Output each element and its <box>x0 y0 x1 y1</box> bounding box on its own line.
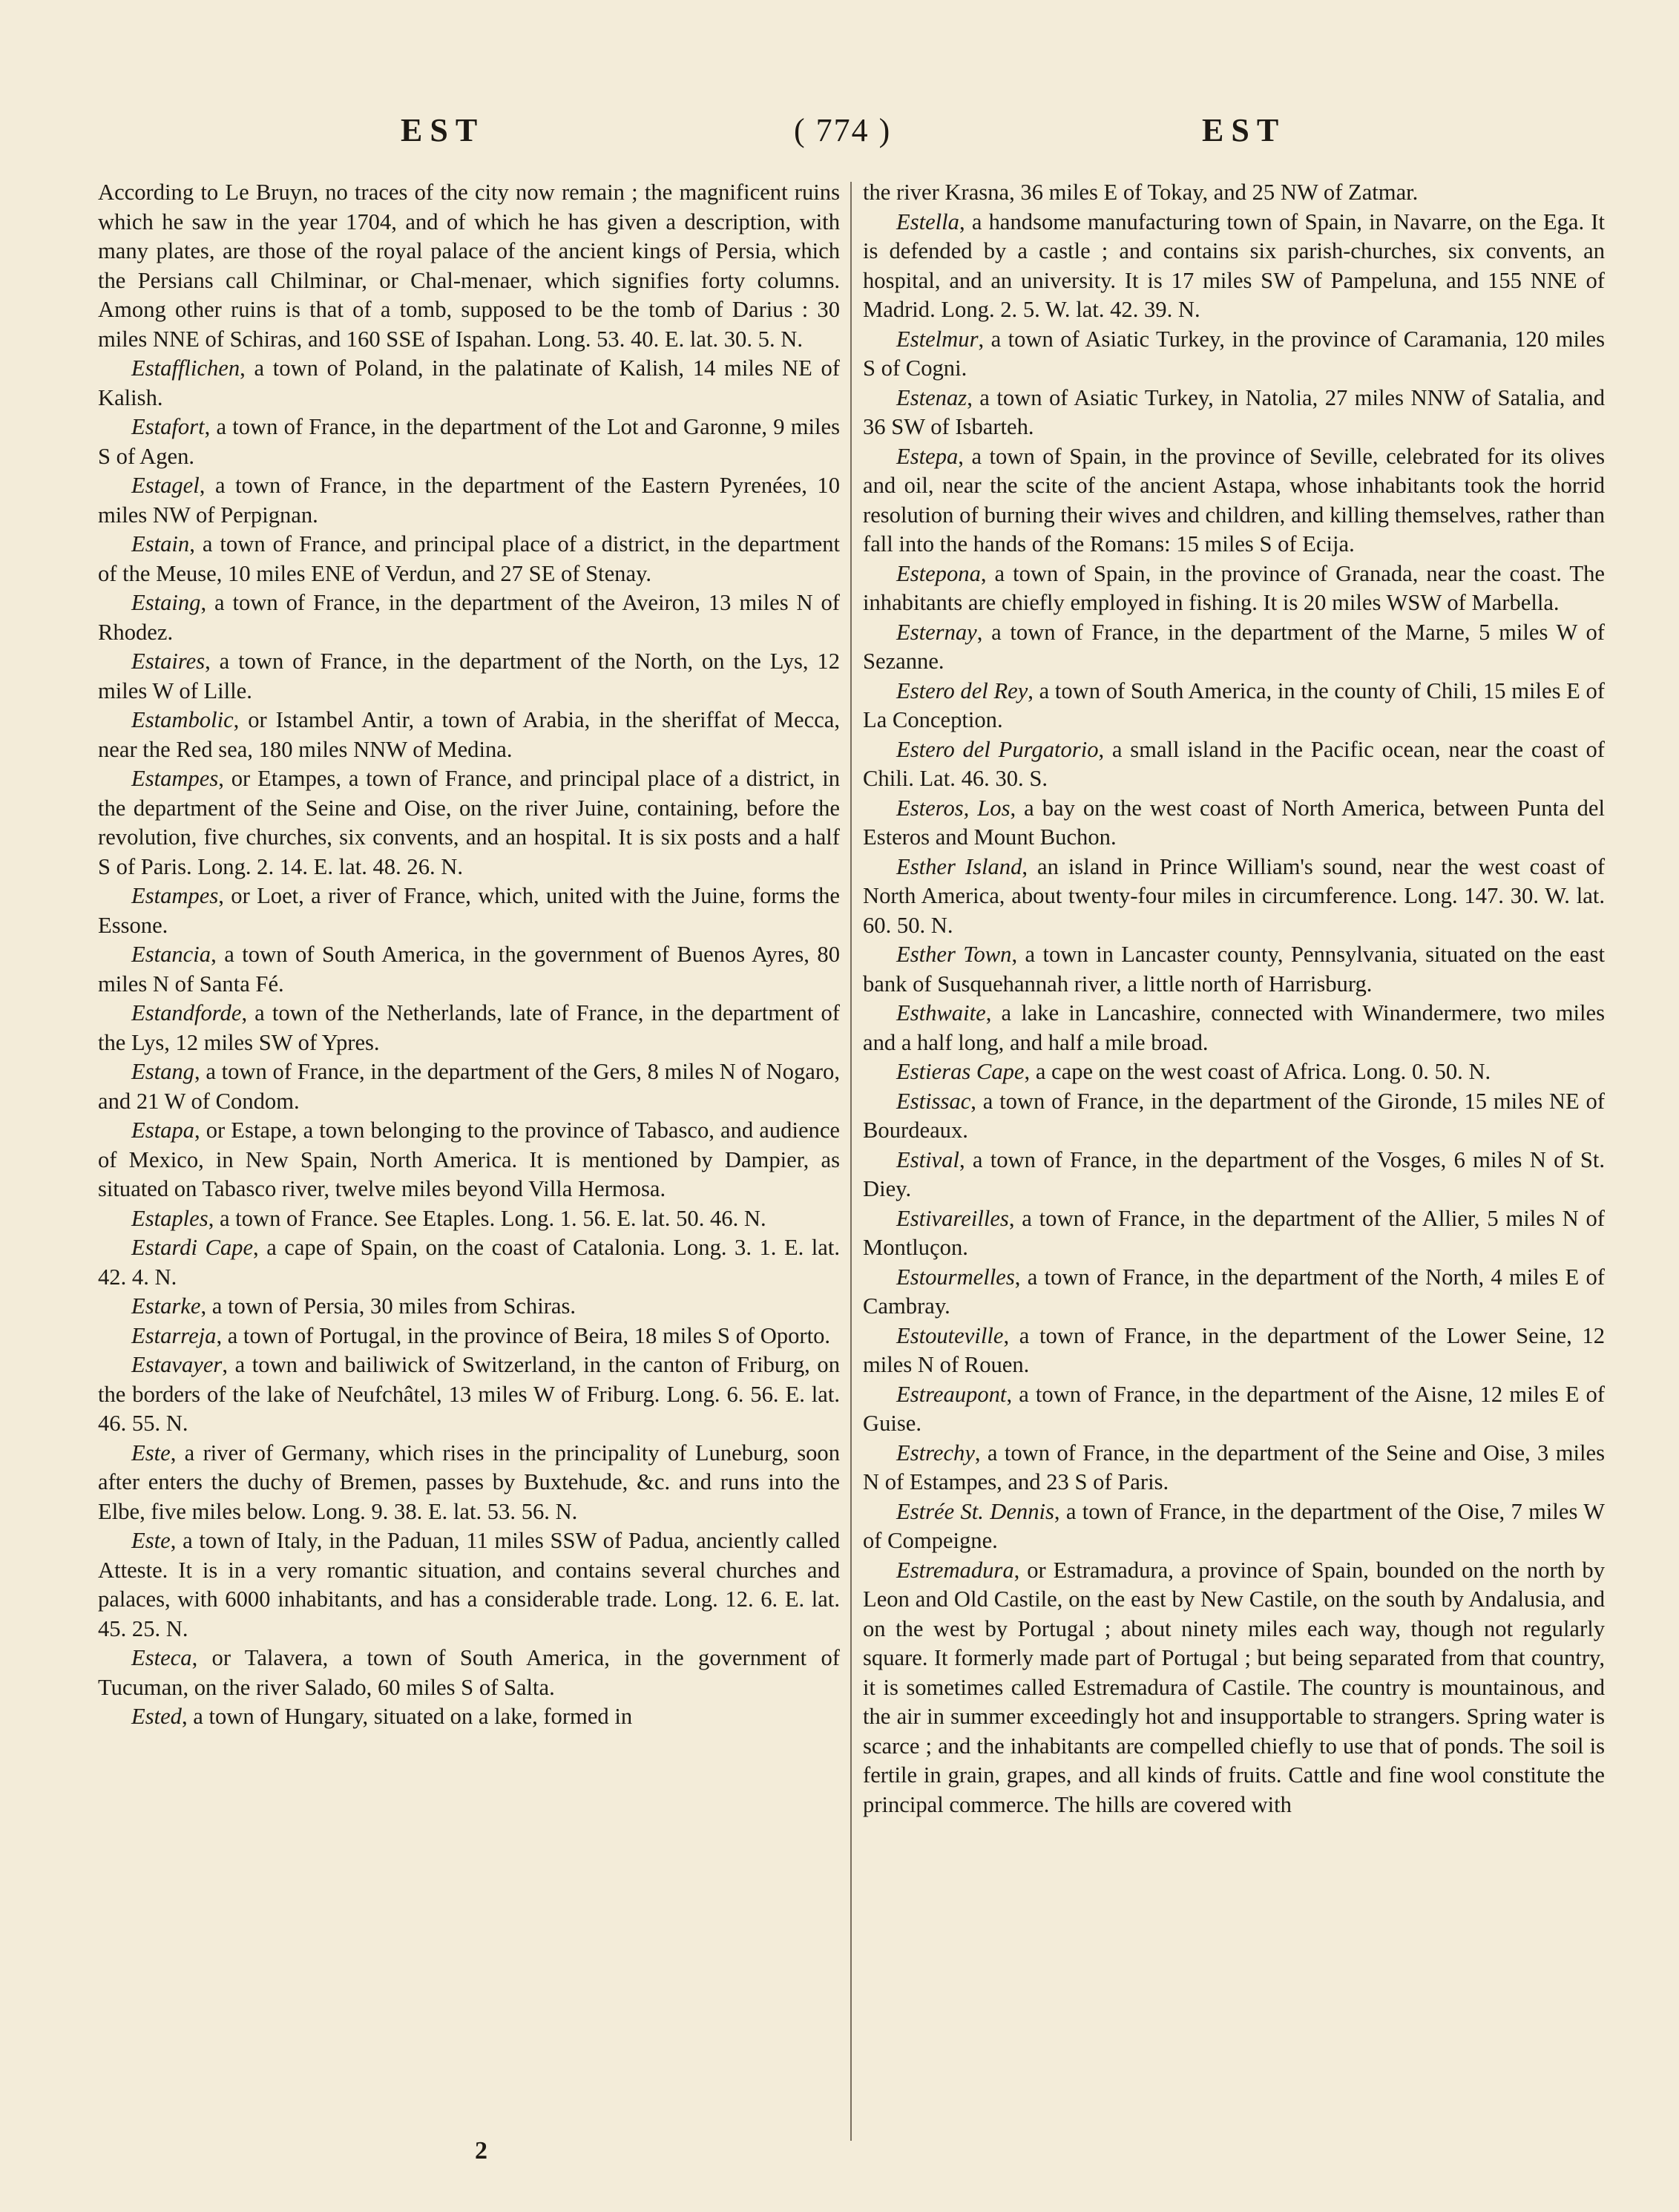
entry-text: , a town of France, in the department of the North, 4 miles E of Cambray. <box>863 1264 1605 1319</box>
entry-text: , a bay on the west coast of North America, between Punta del Esteros and Mount Buchon. <box>863 795 1605 850</box>
entry-text: , an island in Prince William's sound, near the west coast of North America, about twenty-four miles in circumference. Long. 147. 30. W. lat. 60. 50. N. <box>863 853 1606 938</box>
gazetteer-entry <box>863 940 1605 999</box>
entry-text: , a town of Asiatic Turkey, in Natolia, 27 miles NNW of Satalia, and 36 SW of Isbarteh. <box>863 384 1605 439</box>
gazetteer-entry <box>98 1233 840 1292</box>
gazetteer-entry <box>863 1146 1605 1204</box>
entry-headword: Esther Town <box>896 942 1012 967</box>
entry-headword: Estenaz <box>896 384 967 410</box>
gazetteer-entry <box>863 794 1605 853</box>
entry-text: , a town of France, in the department of the Allier, 5 miles N of Montluçon. <box>863 1205 1605 1260</box>
entry-headword: Estourmelles <box>896 1264 1015 1290</box>
entry-headword: Esther Island <box>896 853 1022 879</box>
entry-text: , a town of France, in the department of the Gironde, 15 miles NE of Bourdeaux. <box>863 1088 1605 1143</box>
entry-text: , a town of Spain, in the province of Granada, near the coast. The inhabitants are chiefly employed in fishing. It is 20 miles WSW of Marbella. <box>863 560 1605 615</box>
entry-headword: Este <box>131 1528 171 1553</box>
entry-headword: Estarreja <box>131 1322 217 1348</box>
entry-text: , a town of South America, in the government of Buenos Ayres, 80 miles N of Santa Fé. <box>98 942 840 997</box>
entry-text: , a town of South America, in the county of Chili, 15 miles E of La Conception. <box>863 677 1605 732</box>
entry-text: , a lake in Lancashire, connected with Winandermere, two miles and a half long, and half a mile broad. <box>863 1000 1605 1055</box>
entry-headword: Estampes <box>131 883 219 908</box>
entry-headword: Estero del Purgatorio <box>896 736 1099 762</box>
gazetteer-entry <box>98 706 840 764</box>
entry-headword: Estrée St. Dennis <box>896 1498 1054 1524</box>
gazetteer-entry <box>863 1057 1605 1087</box>
gazetteer-entry <box>863 1556 1605 1820</box>
entry-headword: Estero del Rey <box>896 677 1028 703</box>
gazetteer-entry <box>98 1439 840 1527</box>
entry-headword: Estaing <box>131 590 201 615</box>
entry-headword: Esteros, Los <box>896 795 1011 821</box>
right-column <box>863 178 1605 1819</box>
gazetteer-entry <box>863 1322 1605 1380</box>
gazetteer-entry <box>863 1263 1605 1322</box>
gazetteer-entry <box>98 882 840 940</box>
entry-text: , a town of Persia, 30 miles from Schiras. <box>200 1293 576 1319</box>
entry-headword: Estancia <box>131 942 211 967</box>
gazetteer-entry <box>863 1439 1605 1497</box>
gazetteer-entry <box>98 1644 840 1702</box>
entry-headword: Estaples <box>131 1205 208 1231</box>
entry-headword: Estarke <box>131 1293 201 1319</box>
gazetteer-entry <box>863 178 1605 208</box>
entry-headword: Estardi Cape <box>131 1235 254 1260</box>
entry-text: , a town of the Netherlands, late of France, in the department of the Lys, 12 miles SW of Ypres. <box>98 1000 840 1055</box>
entry-headword: Estampes <box>131 766 219 791</box>
gazetteer-entry <box>863 1380 1605 1439</box>
entry-text: , or Loet, a river of France, which, united with the Juine, forms the Essone. <box>98 883 840 938</box>
entry-text: , a river of Germany, which rises in the principality of Luneburg, soon after enters the duchy of Bremen, passes by Buxtehude, &c. and runs into the Elbe, five miles below. Long. 9. 38. E. lat. 53. 56. N. <box>98 1440 840 1524</box>
gazetteer-entry <box>863 735 1605 794</box>
gazetteer-entry <box>98 1350 840 1439</box>
entry-text: , or Istambel Antir, a town of Arabia, in the sheriffat of Mecca, near the Red sea, 180 miles NNW of Medina. <box>98 707 840 762</box>
entry-headword: Esternay <box>896 619 977 645</box>
entry-text: , or Estramadura, a province of Spain, bounded on the north by Leon and Old Castile, on the east by New Castile, on the south by Andalusia, and on the west by Portugal ; about ninety miles each way, though not regularly square. It formerly made part of Portugal ; but being separated from that country, it is sometimes called Estremadura of Castile. The country is mountainous, and the air in summer exceedingly hot and insupportable to strangers. Spring water is scarce ; and the inhabitants are compelled chiefly to use that of ponds. The soil is fertile in grain, grapes, and all kinds of fruits. Cattle and fine wool constitute the principal commerce. The hills are covered with <box>863 1557 1605 1817</box>
left-column <box>98 178 840 1732</box>
entry-text: , a town of France, in the department of the Vosges, 6 miles N of St. Diey. <box>863 1146 1605 1201</box>
entry-headword: Estambolic <box>131 707 234 732</box>
entry-text: , a cape on the west coast of Africa. Long. 0. 50. N. <box>1024 1059 1491 1084</box>
entry-text: According to Le Bruyn, no traces of the city now remain ; the magnificent ruins which he saw in the year 1704, and of which he has given a description, with many plates, are those of the royal palace of the ancient kings of Persia, which the Persians call Chilminar, or Chal-menaer, which signifies forty columns. Among other ruins is that of a tomb, supposed to be the tomb of Darius : 30 miles NNE of Schiras, and 160 SSE of Ispahan. Long. 53. 40. E. lat. 30. 5. N. <box>98 180 840 352</box>
entry-headword: Estival <box>896 1146 959 1172</box>
gazetteer-entry <box>863 1204 1605 1263</box>
gazetteer-entry <box>863 1497 1605 1556</box>
gazetteer-entry <box>863 1087 1605 1146</box>
entry-text: , a town of France, and principal place of a district, in the department of the Meuse, 10 miles ENE of Verdun, and 27 SE of Stenay. <box>98 531 840 586</box>
gazetteer-entry <box>98 1204 840 1234</box>
entry-text: , a town of Portugal, in the province of Beira, 18 miles S of Oporto. <box>216 1322 831 1348</box>
entry-text: , a town of Asiatic Turkey, in the province of Caramania, 120 miles S of Cogni. <box>863 326 1605 381</box>
entry-text: , a town and bailiwick of Switzerland, in the canton of Friburg, on the borders of the lake of Neufchâtel, 13 miles W of Friburg. Long. 6. 56. E. lat. 46. 55. N. <box>98 1352 840 1436</box>
entry-text: , or Talavera, a town of South America, in the government of Tucuman, on the river Salado, 60 miles S of Salta. <box>98 1645 840 1700</box>
entry-text: , a town of France, in the department of the Marne, 5 miles W of Sezanne. <box>863 619 1605 674</box>
entry-text: , a town of France, in the department of the Aveiron, 13 miles N of Rhodez. <box>98 590 840 645</box>
entry-headword: Estepona <box>896 560 981 586</box>
entry-text: , a town of France, in the department of the Aisne, 12 miles E of Guise. <box>863 1381 1605 1436</box>
gazetteer-entry <box>863 999 1605 1057</box>
gazetteer-entry <box>98 1526 840 1644</box>
entry-headword: Estouteville <box>896 1322 1004 1348</box>
entry-text: , a town of Spain, in the province of Seville, celebrated for its olives and oil, near the scite of the ancient Astapa, whose inhabitants took the horrid resolution of burning their wives and children, and killing themselves, rather than fall into the hands of the Romans: 15 miles S of Ecija. <box>863 443 1605 557</box>
entry-text: , or Etampes, a town of France, and principal place of a district, in the department of the Seine and Oise, on the river Juine, containing, before the revolution, five churches, six convents, and an hospital. It is six posts and a half S of Paris. Long. 2. 14. E. lat. 48. 26. N. <box>98 766 840 879</box>
entry-headword: Estella <box>896 209 959 234</box>
entry-headword: Estaires <box>131 649 206 674</box>
entry-text: , a town of France, in the department of the North, on the Lys, 12 miles W of Lille. <box>98 649 840 703</box>
gazetteer-entry <box>98 1057 840 1116</box>
entry-headword: Estivareilles <box>896 1205 1009 1231</box>
entry-headword: Esteca <box>131 1645 192 1670</box>
running-head-right: EST <box>1202 112 1287 148</box>
gazetteer-entry <box>98 530 840 588</box>
gazetteer-entry <box>863 208 1605 325</box>
gazetteer-entry <box>863 618 1605 677</box>
entry-text: , or Estape, a town belonging to the province of Tabasco, and audience of Mexico, in New Spain, North America. It is mentioned by Dampier, as situated on Tabasco river, twelve miles beyond Villa Hermosa. <box>98 1118 840 1201</box>
entry-headword: Estafflichen <box>131 355 240 381</box>
entry-headword: Estapa <box>131 1118 194 1143</box>
gazetteer-entry <box>863 559 1605 618</box>
entry-text: , a town of Poland, in the palatinate of Kalish, 14 miles NE of Kalish. <box>98 355 840 410</box>
signature-mark: 2 <box>475 2137 487 2165</box>
entry-headword: Estain <box>131 531 190 557</box>
entry-text: , a cape of Spain, on the coast of Catalonia. Long. 3. 1. E. lat. 42. 4. N. <box>98 1235 841 1290</box>
entry-text: , a town of Italy, in the Paduan, 11 miles SSW of Padua, anciently called Atteste. It is in a very romantic situation, and contains several churches and palaces, with 6000 inhabitants, and has a considerable trade. Long. 12. 6. E. lat. 45. 25. N. <box>98 1528 840 1641</box>
gazetteer-entry <box>98 764 840 882</box>
entry-text: , a town of France, in the department of the Gers, 8 miles N of Nogaro, and 21 W of Condom. <box>98 1059 840 1114</box>
gazetteer-entry <box>98 1322 840 1351</box>
entry-text: , a town of France, in the department of the Oise, 7 miles W of Compeigne. <box>863 1498 1605 1553</box>
entry-headword: Ested <box>131 1704 182 1729</box>
entry-text: , a town of France. See Etaples. Long. 1. 56. E. lat. 50. 46. N. <box>208 1205 766 1231</box>
entry-text: , a handsome manufacturing town of Spain, in Navarre, on the Ega. It is defended by a castle ; and contains six parish-churches, six convents, an hospital, and an university. It is 17 miles SW of Pampeluna, and 155 NNE of Madrid. Long. 2. 5. W. lat. 42. 39. N. <box>863 209 1605 322</box>
gazetteer-entry <box>98 1116 840 1204</box>
entry-headword: Este <box>131 1440 171 1466</box>
entry-headword: Estagel <box>131 473 200 498</box>
entry-text: , a town of France, in the department of the Eastern Pyrenées, 10 miles NW of Perpignan. <box>98 473 840 528</box>
entry-text: , a town of France, in the department of the Seine and Oise, 3 miles N of Estampes, and 23 S of Paris. <box>863 1440 1605 1494</box>
gazetteer-entry <box>863 325 1605 384</box>
entry-headword: Estavayer <box>131 1352 223 1377</box>
gazetteer-entry <box>98 647 840 706</box>
entry-headword: Estafort <box>131 414 205 439</box>
entry-text: , a town of Hungary, situated on a lake, formed in <box>181 1704 633 1729</box>
gazetteer-entry <box>98 1702 840 1732</box>
entry-text: , a town of France, in the department of the Lot and Garonne, 9 miles S of Agen. <box>98 414 840 469</box>
entry-headword: Estepa <box>896 443 959 469</box>
gazetteer-entry <box>98 588 840 647</box>
entry-text: , a town of France, in the department of the Lower Seine, 12 miles N of Rouen. <box>863 1322 1605 1377</box>
entry-headword: Estelmur <box>896 326 979 352</box>
entry-headword: Estang <box>131 1059 194 1084</box>
gazetteer-entry <box>98 999 840 1057</box>
running-head-left: EST <box>401 112 485 148</box>
entry-text: the river Krasna, 36 miles E of Tokay, and 25 NW of Zatmar. <box>863 180 1419 205</box>
gazetteer-entry <box>863 677 1605 735</box>
entry-headword: Estandforde <box>131 1000 242 1025</box>
gazetteer-entry <box>863 853 1605 941</box>
gazetteer-entry <box>98 178 840 354</box>
entry-headword: Estrechy <box>896 1440 975 1466</box>
gazetteer-entry <box>98 940 840 999</box>
gazetteer-entry <box>863 384 1605 442</box>
page-number: ( 774 ) <box>794 112 892 148</box>
entry-headword: Esthwaite <box>896 1000 986 1025</box>
entry-headword: Estissac <box>896 1088 971 1114</box>
column-divider <box>850 182 852 2141</box>
entry-headword: Estieras Cape <box>896 1059 1025 1084</box>
gazetteer-entry <box>98 1292 840 1322</box>
gazetteer-entry <box>98 413 840 471</box>
entry-text: , a small island in the Pacific ocean, near the coast of Chili. Lat. 46. 30. S. <box>863 736 1605 791</box>
gazetteer-entry <box>863 442 1605 559</box>
gazetteer-entry <box>98 471 840 530</box>
entry-headword: Estreaupont <box>896 1381 1007 1407</box>
entry-headword: Estremadura <box>896 1557 1014 1583</box>
entry-text: , a town in Lancaster county, Pennsylvania, situated on the east bank of Susquehannah river, a little north of Harrisburg. <box>863 942 1605 997</box>
gazetteer-entry <box>98 354 840 413</box>
